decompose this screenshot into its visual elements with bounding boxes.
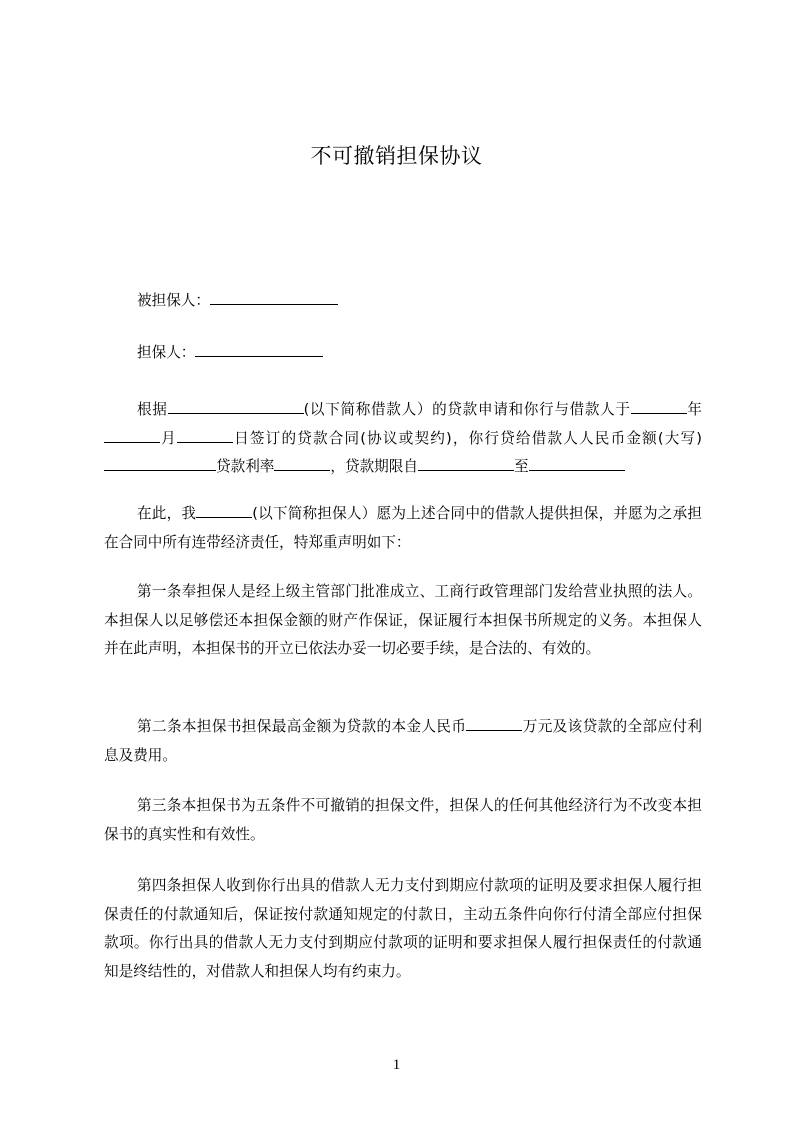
term-start-blank[interactable]	[418, 455, 514, 471]
article-2-text-2: 万元及该贷款的全部应付利息及费用。	[104, 718, 702, 764]
guarantor-line	[104, 339, 702, 368]
term-end-blank[interactable]	[529, 455, 625, 471]
article-2-text-1: 第二条本担保书担保最高金额为贷款的本金人民币	[137, 718, 467, 735]
guaranteed-party-blank[interactable]	[210, 289, 338, 305]
loan-text-2: (以下简称借款人）的贷款申请和你行与借款人于	[303, 401, 631, 418]
article-1: 第一条奉担保人是经上级主管部门批准成立、工商行政管理部门发给营业执照的法人。本担保人以足够偿还本担保金额的财产作保证，保证履行本担保书所规定的义务。本担保人并在此声明，本担保书的开立已依法办妥一切必要手续，是合法的、有效的。	[104, 583, 702, 657]
article-4: 第四条担保人收到你行出具的借款人无力支付到期应付款项的证明及要求担保人履行担保责任的付款通知后，保证按付款通知规定的付款日，主动五条件向你行付清全部应付担保款项。你行出具的借款人无力支付到期应付款项的证明和要求担保人履行担保责任的付款通知是终结性的，对借款人和担保人均有约束力。	[104, 877, 702, 980]
loan-paragraph	[104, 396, 702, 482]
contract-month-blank[interactable]	[104, 427, 160, 443]
document-title: 不可撤销担保协议	[310, 144, 483, 168]
loan-text-1: 根据	[137, 401, 168, 418]
interest-rate-text: 贷款利率	[216, 458, 275, 475]
declaration-paragraph	[104, 500, 702, 557]
max-amount-blank[interactable]	[466, 715, 522, 731]
declaration-text-1: 在此，我	[137, 505, 197, 522]
loan-term-text: ，贷款期限自	[330, 458, 418, 475]
declaration-text-2: (以下简称担保人）愿为上述合同中的借款人提供担保，并愿为之承担在合同中所有连带经济责任，特郑重声明如下：	[104, 505, 702, 551]
guarantor-name-blank[interactable]	[196, 502, 252, 518]
contract-year-blank[interactable]	[631, 398, 687, 414]
guarantor-label: 担保人：	[137, 344, 196, 361]
month-text: 月	[160, 429, 177, 447]
loan-text-3: 日签订的贷款合同(协议或契约)，你行贷给借款人人民币金额(大写)	[232, 429, 702, 447]
page-number: 1	[392, 1057, 401, 1073]
interest-rate-blank[interactable]	[274, 455, 330, 471]
article-3: 第三条本担保书为五条件不可撤销的担保文件，担保人的任何其他经济行为不改变本担保书的真实性和有效性。	[104, 797, 702, 843]
guarantor-blank[interactable]	[195, 341, 323, 357]
year-text: 年	[686, 401, 702, 418]
guaranteed-party-label: 被担保人：	[137, 292, 210, 309]
article-2	[104, 713, 702, 770]
loan-amount-blank[interactable]	[104, 455, 216, 471]
borrower-name-blank[interactable]	[168, 398, 304, 414]
guaranteed-party-line	[104, 287, 702, 316]
term-to-text: 至	[513, 458, 529, 475]
contract-day-blank[interactable]	[177, 427, 233, 443]
